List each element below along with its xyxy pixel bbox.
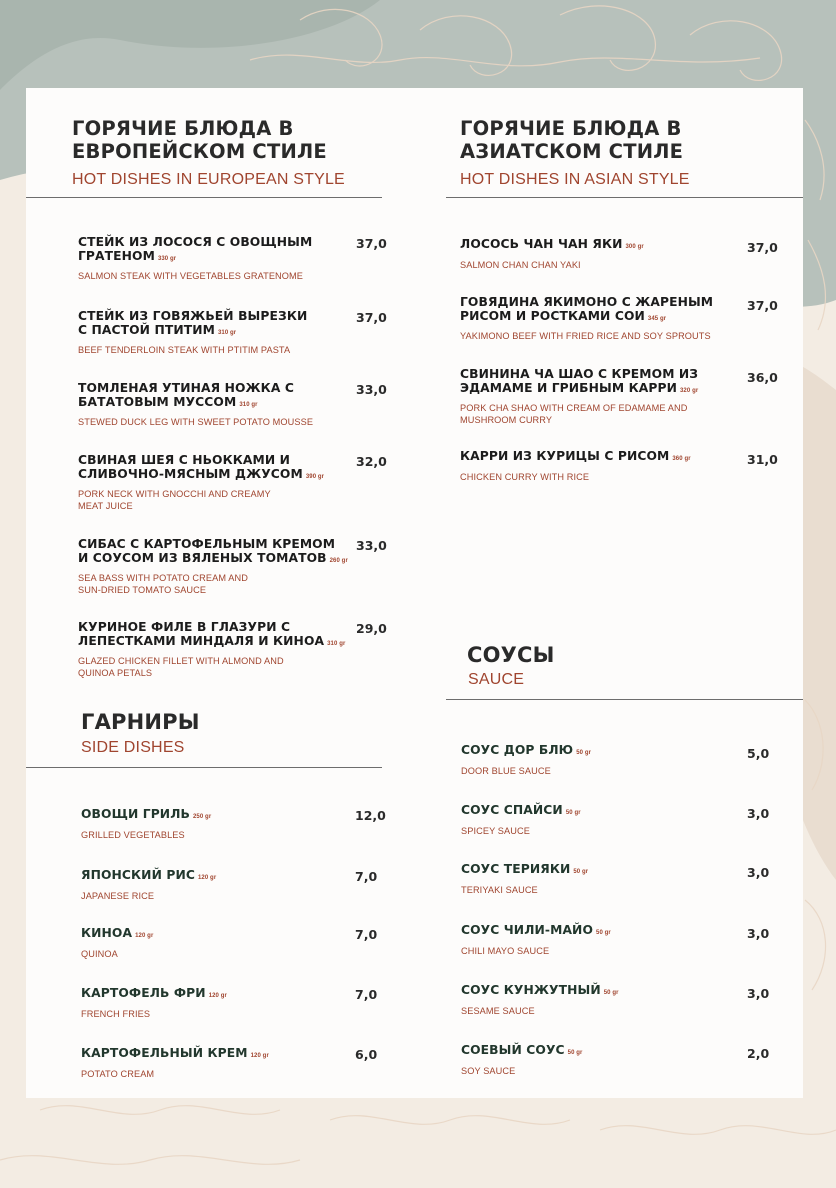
dish-name (81, 927, 341, 944)
dish-price: 33,0 (356, 538, 387, 553)
dish-name-line1: СВИНАЯ ШЕЯ С НЬОККАМИ И (78, 453, 291, 467)
dish-name-line2: ЛЕПЕСТКАМИ МИНДАЛЯ И КИНОА (78, 633, 325, 648)
sauces-menu-item (461, 804, 721, 837)
dish-price: 31,0 (747, 452, 778, 467)
dish-weight: 120 gr (208, 993, 227, 999)
dish-name-text: СОУС ЧИЛИ-МАЙО (461, 923, 594, 937)
dish-english-text: TERIYAKI SAUCE (461, 884, 538, 895)
dish-english-line1: STEWED DUCK LEG WITH SWEET POTATO MOUSSE (78, 417, 314, 427)
dish-english-name (460, 259, 740, 271)
dish-name-line1: КУРИНОЕ ФИЛЕ В ГЛАЗУРИ С (78, 620, 291, 634)
asian-menu-item (460, 368, 740, 426)
sides-subtitle: SIDE DISHES (81, 739, 185, 756)
dish-name (81, 808, 341, 825)
dish-name (78, 236, 353, 266)
dish-weight: 120 gr (250, 1053, 269, 1059)
dish-weight: 260 gr (329, 557, 348, 564)
sauces-menu-item (461, 924, 721, 957)
european-menu-item (78, 236, 353, 282)
dish-name-line2: БАТАТОВЫМ МУССОМ (78, 394, 237, 409)
dish-price: 37,0 (747, 240, 778, 255)
dish-name (78, 621, 353, 651)
dish-english-line2: SUN-DRIED TOMATO SAUCE (78, 585, 207, 595)
dish-name-line2: СЛИВОЧНО-МЯСНЫМ ДЖУСОМ (78, 466, 303, 481)
dish-weight: 50 gr (567, 1050, 583, 1056)
dish-price: 37,0 (747, 298, 778, 313)
dish-weight: 50 gr (573, 869, 589, 875)
sauces-title: СОУСЫ (467, 643, 555, 667)
dish-english-name (78, 655, 353, 679)
dish-weight: 120 gr (197, 875, 217, 881)
dish-name-line2: И СОУСОМ ИЗ ВЯЛЕНЫХ ТОМАТОВ (78, 550, 327, 565)
dish-english-text: GRILLED VEGETABLES (81, 829, 185, 840)
dish-weight: 310 gr (239, 401, 258, 408)
dish-name-text: ЯПОНСКИЙ РИС (81, 868, 195, 882)
dish-name-text: СОУС КУНЖУТНЫЙ (461, 983, 601, 997)
dish-name (460, 368, 740, 398)
sides-title: ГАРНИРЫ (81, 710, 200, 734)
dish-name (78, 310, 353, 340)
dish-name-text: КИНОА (81, 926, 133, 940)
dish-name (461, 1044, 721, 1061)
dish-price: 7,0 (355, 987, 378, 1002)
dish-english-name (78, 270, 353, 282)
sides-menu-item (81, 927, 341, 960)
dish-english-name (461, 1005, 721, 1017)
dish-english-name (81, 890, 341, 902)
dish-price: 37,0 (356, 310, 387, 325)
dish-name (460, 238, 740, 255)
dish-weight: 250 gr (192, 814, 212, 820)
dish-name (78, 538, 353, 568)
dish-name (461, 863, 721, 880)
dish-name-text: СОУС СПАЙСИ (461, 803, 563, 817)
dish-english-name (461, 765, 721, 777)
asian-title-line1: ГОРЯЧИЕ БЛЮДА В (460, 117, 682, 140)
sides-menu-item (81, 869, 341, 902)
dish-weight: 300 gr (625, 244, 644, 250)
dish-price: 3,0 (747, 865, 770, 880)
dish-name (460, 296, 740, 326)
dish-price: 5,0 (747, 746, 770, 761)
asian-divider (446, 197, 803, 198)
dish-english-name (461, 884, 721, 896)
dish-english-name (78, 488, 353, 512)
dish-name (78, 454, 353, 484)
european-title-line1: ГОРЯЧИЕ БЛЮДА В (72, 117, 294, 140)
dish-weight: 50 gr (603, 990, 619, 996)
dish-weight: 120 gr (135, 933, 154, 939)
sauces-menu-item (461, 984, 721, 1017)
dish-weight: 390 gr (305, 473, 325, 480)
asian-title-line2: АЗИАТСКОМ СТИЛЕ (460, 140, 684, 163)
sides-divider (26, 767, 382, 768)
dish-name-text: КАРТОФЕЛЬНЫЙ КРЕМ (81, 1046, 248, 1060)
dish-english-line1: CHICKEN CURRY WITH RICE (460, 471, 590, 482)
dish-english-text: POTATO CREAM (81, 1068, 155, 1079)
asian-menu-item (460, 238, 740, 271)
dish-name (461, 744, 721, 761)
dish-english-text: JAPANESE RICE (81, 890, 155, 901)
dish-name (81, 869, 341, 886)
dish-name (81, 1047, 341, 1064)
dish-name-line2: С ПАСТОЙ ПТИТИМ (78, 322, 215, 337)
dish-weight: 310 gr (217, 329, 237, 336)
dish-english-line2: MEAT JUICE (78, 501, 133, 511)
sauces-menu-item (461, 1044, 721, 1077)
sides-menu-item (81, 987, 341, 1020)
dish-english-line1: YAKIMONO BEEF WITH FRIED RICE AND SOY SPROUTS (460, 331, 711, 341)
european-menu-item (78, 538, 353, 596)
dish-price: 3,0 (747, 926, 770, 941)
dish-name-line2: РИСОМ И РОСТКАМИ СОИ (460, 308, 645, 323)
dish-price: 2,0 (747, 1046, 770, 1061)
dish-english-line1: GLAZED CHICKEN FILLET WITH ALMOND AND (78, 656, 284, 666)
dish-name (460, 450, 740, 467)
european-subtitle: HOT DISHES IN EUROPEAN STYLE (72, 171, 345, 188)
dish-english-line1: PORK NECK WITH GNOCCHI AND CREAMY (78, 489, 271, 499)
dish-name-line1: ТОМЛЕНАЯ УТИНАЯ НОЖКА С (78, 381, 294, 395)
dish-weight: 50 gr (596, 930, 611, 936)
dish-english-text: CHILI MAYO SAUCE (461, 945, 550, 956)
dish-price: 3,0 (747, 986, 770, 1001)
dish-name (461, 924, 721, 941)
dish-price: 32,0 (356, 454, 387, 469)
dish-weight: 360 gr (672, 456, 691, 462)
sauces-subtitle: SAUCE (468, 671, 525, 688)
dish-english-name (78, 416, 353, 428)
dish-weight: 330 gr (157, 255, 177, 262)
dish-english-line2: QUINOA PETALS (78, 668, 153, 678)
european-menu-item (78, 310, 353, 356)
dish-english-line1: SEA BASS WITH POTATO CREAM AND (78, 573, 248, 583)
dish-english-text: FRENCH FRIES (81, 1008, 151, 1019)
dish-name (461, 804, 721, 821)
asian-subtitle: HOT DISHES IN ASIAN STYLE (460, 171, 690, 188)
dish-name-text: СОЕВЫЙ СОУС (461, 1043, 565, 1057)
asian-menu-item (460, 296, 740, 342)
dish-name-line1: ЛОСОСЬ ЧАН ЧАН ЯКИ (460, 237, 623, 251)
dish-english-text: SESAME SAUCE (461, 1005, 535, 1016)
dish-english-name (81, 829, 341, 841)
dish-price: 29,0 (356, 621, 387, 636)
dish-english-name (461, 945, 721, 957)
dish-english-name (78, 344, 353, 356)
european-menu-item (78, 454, 353, 512)
dish-name-line1: СТЕЙК ИЗ ЛОСОСЯ С ОВОЩНЫМ (78, 235, 313, 249)
dish-english-name (81, 1068, 341, 1080)
dish-name-line1: КАРРИ ИЗ КУРИЦЫ С РИСОМ (460, 449, 670, 463)
dish-name-line1: СВИНИНА ЧА ШАО С КРЕМОМ ИЗ (460, 367, 699, 381)
dish-name-line2: ГРАТЕНОМ (78, 248, 155, 263)
dish-name (461, 984, 721, 1001)
asian-menu-item (460, 450, 740, 483)
dish-price: 12,0 (355, 808, 386, 823)
dish-name-line1: ГОВЯДИНА ЯКИМОНО С ЖАРЕНЫМ (460, 295, 714, 309)
dish-english-line2: MUSHROOM CURRY (460, 415, 553, 425)
dish-weight: 320 gr (680, 387, 699, 394)
dish-english-text: DOOR BLUE SAUCE (461, 765, 551, 776)
dish-name-line1: СТЕЙК ИЗ ГОВЯЖЬЕЙ ВЫРЕЗКИ (78, 309, 308, 323)
sauces-menu-item (461, 863, 721, 896)
dish-weight: 50 gr (565, 810, 581, 816)
dish-english-name (81, 948, 341, 960)
dish-name-text: ОВОЩИ ГРИЛЬ (81, 807, 190, 821)
dish-weight: 50 gr (576, 750, 592, 756)
dish-english-text: QUINOA (81, 948, 118, 959)
dish-english-text: SPICEY SAUCE (461, 825, 530, 836)
sauces-menu-item (461, 744, 721, 777)
dish-price: 33,0 (356, 382, 387, 397)
sides-menu-item (81, 808, 341, 841)
dish-weight: 345 gr (647, 315, 667, 322)
dish-price: 6,0 (355, 1047, 378, 1062)
asian-title (460, 117, 683, 163)
dish-english-line1: BEEF TENDERLOIN STEAK WITH PTITIM PASTA (78, 345, 291, 355)
dish-weight: 310 gr (327, 640, 346, 647)
dish-name (78, 382, 353, 412)
european-menu-item (78, 621, 353, 679)
european-title (72, 117, 327, 163)
dish-price: 7,0 (355, 927, 378, 942)
dish-name-line2: ЭДАМАМЕ И ГРИБНЫМ КАРРИ (460, 380, 677, 395)
dish-english-name (461, 1065, 721, 1077)
dish-english-name (460, 330, 740, 342)
dish-english-name (460, 402, 740, 426)
dish-name-text: СОУС ТЕРИЯКИ (461, 862, 571, 876)
dish-name-text: СОУС ДОР БЛЮ (461, 743, 574, 757)
dish-price: 3,0 (747, 806, 770, 821)
dish-english-name (81, 1008, 341, 1020)
dish-english-name (78, 572, 353, 596)
european-divider (26, 197, 382, 198)
dish-price: 37,0 (356, 236, 387, 251)
dish-english-name (461, 825, 721, 837)
sides-menu-item (81, 1047, 341, 1080)
european-title-line2: ЕВРОПЕЙСКОМ СТИЛЕ (72, 140, 327, 163)
dish-english-name (460, 471, 740, 483)
dish-name-line1: СИБАС С КАРТОФЕЛЬНЫМ КРЕМОМ (78, 537, 336, 551)
dish-english-line1: SALMON CHAN CHAN YAKI (460, 259, 581, 270)
dish-name (81, 987, 341, 1004)
dish-price: 7,0 (355, 869, 378, 884)
dish-price: 36,0 (747, 370, 778, 385)
dish-english-line1: SALMON STEAK WITH VEGETABLES GRATENOME (78, 271, 304, 281)
dish-english-text: SOY SAUCE (461, 1065, 516, 1076)
sauces-divider (446, 699, 803, 700)
dish-name-text: КАРТОФЕЛЬ ФРИ (81, 986, 206, 1000)
dish-english-line1: PORK CHA SHAO WITH CREAM OF EDAMAME AND (460, 403, 688, 413)
european-menu-item (78, 382, 353, 428)
